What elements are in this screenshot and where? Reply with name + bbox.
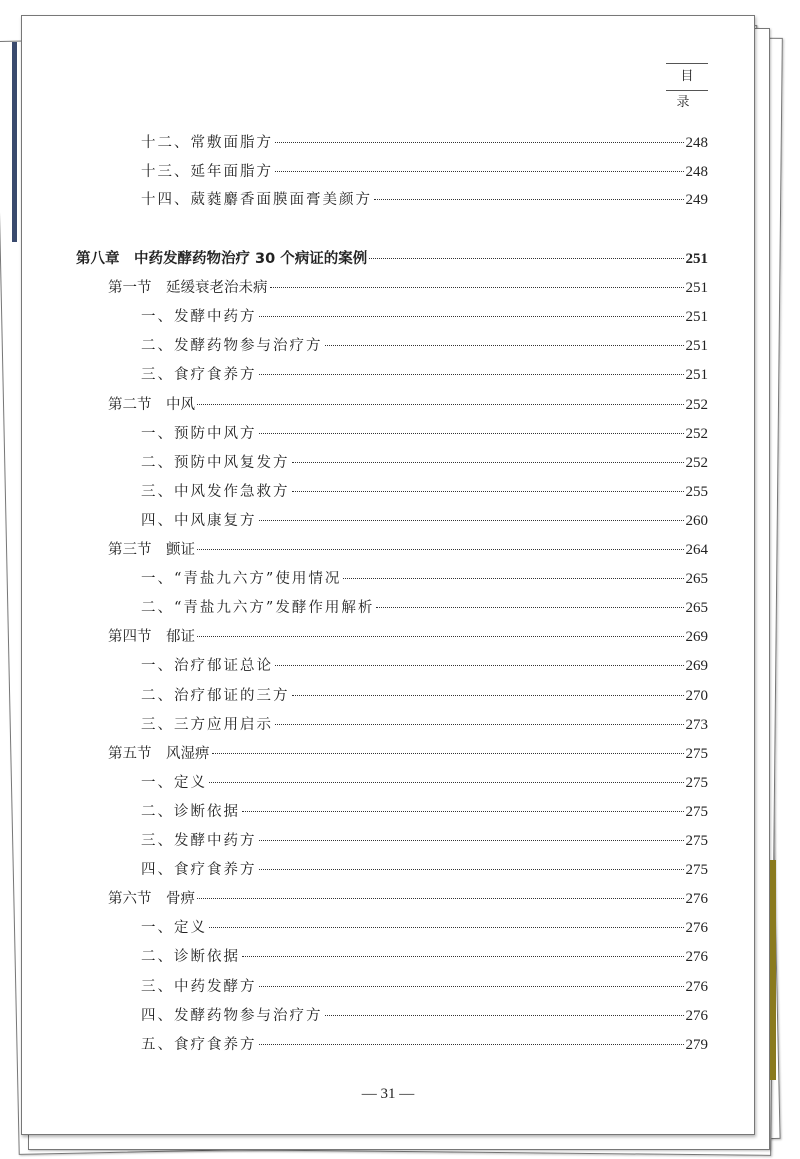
toc-item-entry[interactable] bbox=[141, 771, 708, 793]
book-cover-edge bbox=[770, 860, 776, 1080]
dot-leader bbox=[270, 287, 684, 288]
entry-page: 252 bbox=[685, 454, 708, 471]
entry-title: 二、治疗郁证的三方 bbox=[141, 687, 290, 704]
toc-item-entry[interactable] bbox=[141, 1004, 708, 1026]
entry-title: 三、发酵中药方 bbox=[141, 833, 257, 849]
dot-leader bbox=[325, 345, 684, 346]
dot-leader bbox=[209, 927, 684, 928]
dot-leader bbox=[292, 462, 684, 463]
entry-page: 269 bbox=[685, 658, 708, 675]
toc-section-entry[interactable] bbox=[108, 742, 708, 764]
entry-page: 264 bbox=[685, 542, 708, 558]
entry-page: 276 bbox=[685, 1007, 708, 1024]
dot-leader bbox=[259, 433, 684, 434]
dot-leader bbox=[259, 520, 684, 521]
entry-page: 251 bbox=[685, 367, 708, 384]
entry-title: 二、“青盐九六方”发酵作用解析 bbox=[141, 600, 375, 617]
entry-page: 265 bbox=[685, 571, 708, 588]
entry-title: 十三、延年面脂方 bbox=[141, 163, 273, 180]
entry-page: 251 bbox=[685, 309, 708, 326]
toc-chapter-entry[interactable] bbox=[76, 247, 708, 269]
toc-item-entry[interactable] bbox=[141, 654, 708, 676]
dot-leader bbox=[259, 869, 684, 870]
dot-leader bbox=[212, 753, 684, 754]
toc-page bbox=[21, 15, 755, 1135]
entry-page: 275 bbox=[685, 803, 708, 820]
toc-section-entry[interactable] bbox=[108, 887, 708, 909]
toc-section-entry[interactable] bbox=[108, 625, 708, 647]
toc-item-entry[interactable] bbox=[141, 916, 708, 938]
entry-title: 十二、常敷面脂方 bbox=[141, 135, 273, 151]
entry-page: 252 bbox=[685, 396, 708, 413]
entry-title: 第四节 郁证 bbox=[108, 629, 195, 646]
entry-title: 第六节 骨痹 bbox=[108, 891, 195, 908]
entry-title: 一、定义 bbox=[141, 920, 207, 937]
entry-title: 三、食疗食养方 bbox=[141, 367, 257, 384]
toc-item-entry[interactable] bbox=[141, 305, 708, 327]
dot-leader bbox=[259, 840, 684, 841]
toc-item-entry[interactable] bbox=[141, 131, 708, 153]
toc-item-entry[interactable] bbox=[141, 596, 708, 618]
entry-title: 三、三方应用启示 bbox=[141, 716, 273, 733]
entry-page: 275 bbox=[685, 833, 708, 849]
toc-item-entry[interactable] bbox=[141, 188, 708, 210]
entry-page: 270 bbox=[685, 687, 708, 704]
toc-section-entry[interactable] bbox=[108, 393, 708, 415]
dot-leader bbox=[275, 665, 684, 666]
dot-leader bbox=[275, 142, 684, 143]
dot-leader bbox=[197, 898, 684, 899]
entry-page: 276 bbox=[685, 920, 708, 937]
dot-leader bbox=[259, 986, 684, 987]
entry-page: 269 bbox=[685, 629, 708, 646]
entry-title: 四、中风康复方 bbox=[141, 512, 257, 529]
entry-title: 三、中风发作急救方 bbox=[141, 483, 290, 500]
toc-item-entry[interactable] bbox=[141, 1033, 708, 1055]
entry-title: 第一节 延缓衰老治未病 bbox=[108, 280, 268, 297]
entry-page: 248 bbox=[685, 135, 708, 151]
toc-item-entry[interactable] bbox=[141, 800, 708, 822]
toc-item-entry[interactable] bbox=[141, 945, 708, 967]
dot-leader bbox=[259, 1044, 684, 1045]
entry-title: 五、食疗食养方 bbox=[141, 1036, 257, 1053]
book-cover-edge bbox=[12, 42, 17, 242]
toc-item-entry[interactable] bbox=[141, 567, 708, 589]
entry-title: 第五节 风湿痹 bbox=[108, 745, 210, 762]
entry-title: 二、诊断依据 bbox=[141, 949, 240, 966]
entry-title: 二、诊断依据 bbox=[141, 803, 240, 820]
entry-page: 276 bbox=[685, 949, 708, 966]
entry-page: 251 bbox=[685, 251, 708, 267]
page-number: — 31 — bbox=[361, 1086, 415, 1102]
dot-leader bbox=[197, 636, 684, 637]
entry-title: 一、“青盐九六方”使用情况 bbox=[141, 571, 342, 588]
dot-leader bbox=[325, 1015, 684, 1016]
dot-leader bbox=[376, 607, 683, 608]
dot-leader bbox=[369, 258, 683, 259]
dot-leader bbox=[197, 549, 684, 550]
entry-page: 276 bbox=[685, 891, 708, 908]
dot-leader bbox=[292, 695, 684, 696]
entry-title: 一、治疗郁证总论 bbox=[141, 658, 273, 675]
toc-item-entry[interactable] bbox=[141, 363, 708, 385]
toc-item-entry[interactable] bbox=[141, 160, 708, 182]
toc-item-entry[interactable] bbox=[141, 975, 708, 997]
entry-page: 275 bbox=[685, 745, 708, 762]
dot-leader bbox=[209, 782, 684, 783]
entry-page: 279 bbox=[685, 1036, 708, 1053]
entry-page: 275 bbox=[685, 774, 708, 791]
entry-title: 十四、葳蕤麝香面膜面膏美颜方 bbox=[141, 192, 372, 208]
entry-title: 二、发酵药物参与治疗方 bbox=[141, 338, 323, 355]
entry-title: 一、定义 bbox=[141, 774, 207, 791]
entry-title: 一、发酵中药方 bbox=[141, 309, 257, 326]
entry-page: 255 bbox=[685, 483, 708, 500]
entry-title: 二、预防中风复发方 bbox=[141, 454, 290, 471]
toc-item-entry[interactable] bbox=[141, 829, 708, 851]
toc-item-entry[interactable] bbox=[141, 422, 708, 444]
dot-leader bbox=[292, 491, 684, 492]
entry-page: 248 bbox=[685, 163, 708, 180]
dot-leader bbox=[242, 956, 684, 957]
entry-page: 249 bbox=[685, 192, 708, 208]
entry-title: 第八章 中药发酵药物治疗 30 个病证的案例 bbox=[76, 251, 368, 267]
dot-leader bbox=[259, 316, 684, 317]
entry-title: 四、发酵药物参与治疗方 bbox=[141, 1007, 323, 1024]
dot-leader bbox=[343, 578, 683, 579]
running-header: 目 录 bbox=[666, 63, 708, 91]
toc-item-entry[interactable] bbox=[141, 334, 708, 356]
entry-page: 251 bbox=[685, 280, 708, 297]
toc-item-entry[interactable] bbox=[141, 858, 708, 880]
entry-title: 三、中药发酵方 bbox=[141, 978, 257, 995]
entry-title: 第二节 中风 bbox=[108, 396, 195, 413]
entry-page: 273 bbox=[685, 716, 708, 733]
dot-leader bbox=[275, 171, 684, 172]
dot-leader bbox=[242, 811, 684, 812]
entry-title: 四、食疗食养方 bbox=[141, 862, 257, 879]
entry-page: 252 bbox=[685, 425, 708, 442]
entry-page: 251 bbox=[685, 338, 708, 355]
entry-page: 276 bbox=[685, 978, 708, 995]
toc-item-entry[interactable] bbox=[141, 509, 708, 531]
entry-title: 一、预防中风方 bbox=[141, 425, 257, 442]
entry-page: 265 bbox=[685, 600, 708, 617]
entry-page: 260 bbox=[685, 512, 708, 529]
dot-leader bbox=[374, 199, 684, 200]
dot-leader bbox=[259, 374, 684, 375]
dot-leader bbox=[275, 724, 684, 725]
toc-item-entry[interactable] bbox=[141, 713, 708, 735]
toc-section-entry[interactable] bbox=[108, 538, 708, 560]
toc-item-entry[interactable] bbox=[141, 451, 708, 473]
entry-page: 275 bbox=[685, 862, 708, 879]
toc-item-entry[interactable] bbox=[141, 480, 708, 502]
toc-section-entry[interactable] bbox=[108, 276, 708, 298]
dot-leader bbox=[197, 404, 684, 405]
entry-title: 第三节 颤证 bbox=[108, 542, 195, 558]
toc-item-entry[interactable] bbox=[141, 684, 708, 706]
